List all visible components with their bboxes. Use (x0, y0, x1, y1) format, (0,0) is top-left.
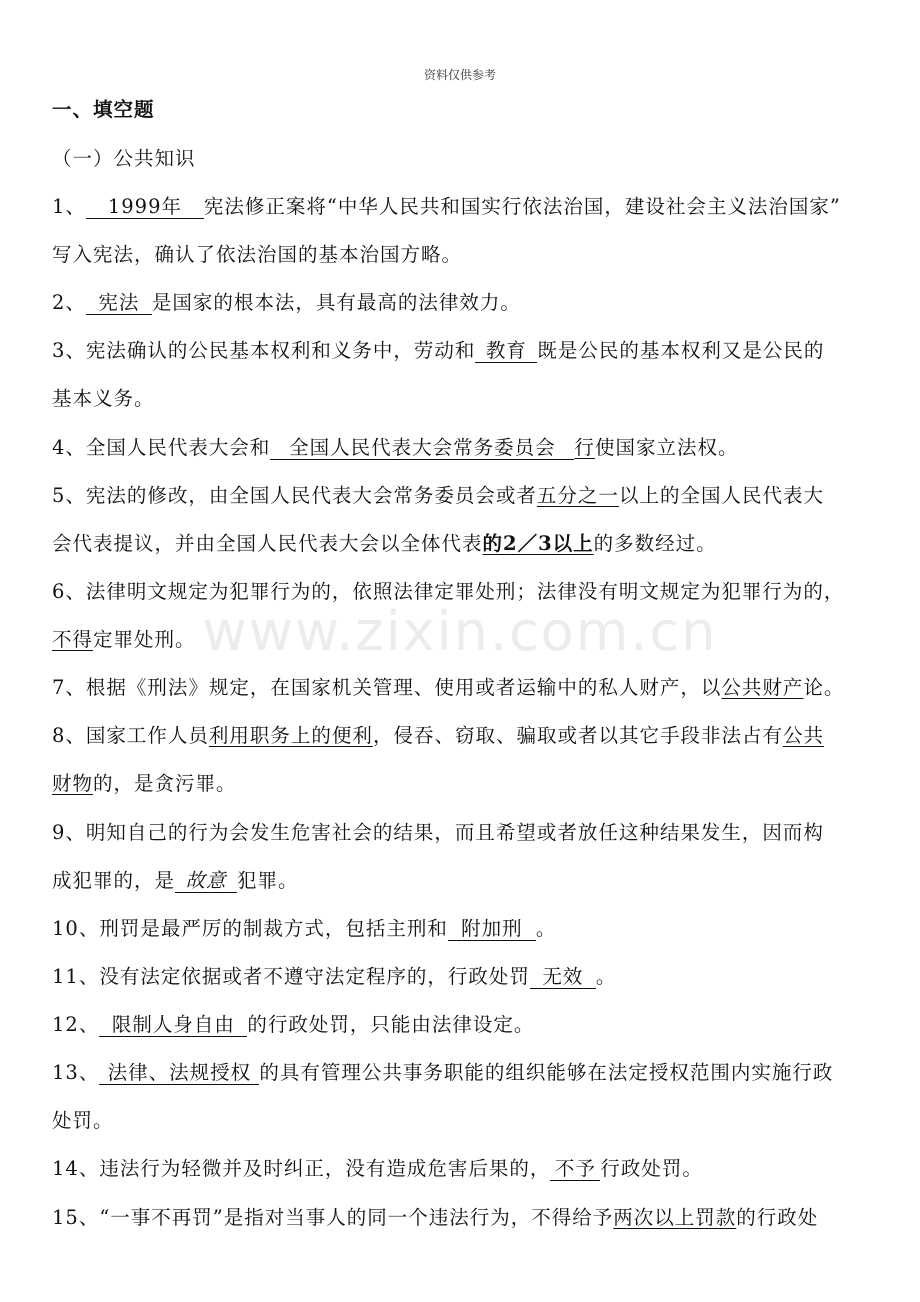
question-text: 的行政处罚，只能由法律设定。 (247, 1013, 535, 1036)
question-text: 10、刑罚是最严厉的制裁方式，包括主刑和 (52, 917, 448, 940)
question-text: 5、宪法的修改，由全国人民代表大会常务委员会或者 (52, 484, 537, 507)
answer-blank: 五分之一 (536, 484, 619, 507)
answer-blank: 全国人民代表大会常务委员会 (270, 437, 574, 460)
answer-blank: 不予 (550, 1158, 600, 1181)
question-number: 2、 (52, 291, 86, 314)
question-text: 的具有管理公共事务职能的组织能够在法定授权范围内实施行政 (259, 1061, 834, 1084)
header-note: 资料仅供参考 (423, 68, 496, 82)
question-8-line-2 (52, 772, 872, 796)
question-4 (52, 436, 872, 460)
question-text: 。 (595, 965, 617, 988)
question-text: 既是公民的基本权利又是公民的 (537, 339, 825, 362)
watermark: www.zixin.com.cn (202, 600, 718, 663)
question-text: 犯罪。 (237, 869, 299, 892)
question-9-line-2 (52, 869, 872, 893)
question-1-line-1 (52, 195, 872, 219)
subsection-title: （一）公共知识 (52, 147, 196, 170)
answer-blank: 公共财产 (721, 676, 804, 699)
question-text: 行 (574, 436, 595, 459)
answer-blank: 1999年 (86, 196, 204, 219)
question-text: 。 (535, 917, 557, 940)
question-1-line-2: 写入宪法，确认了依法治国的基本治国方略。 (52, 243, 463, 266)
question-text: 11、没有法定依据或者不遵守法定程序的，行政处罚 (52, 965, 530, 988)
question-text: 会代表提议，并由全国人民代表大会以全体代表 (52, 532, 483, 555)
answer-blank: 法律、法规授权 (99, 1062, 259, 1085)
question-number: 13、 (52, 1061, 100, 1084)
question-text: 14、违法行为轻微并及时纠正，没有造成危害后果的， (52, 1157, 551, 1180)
question-14 (52, 1157, 872, 1181)
question-text: 宪法修正案将“中华人民共和国实行依法治国，建设社会主义法治国家” (203, 195, 841, 218)
question-7 (52, 676, 872, 700)
question-text: 的，是贪污罪。 (93, 772, 237, 795)
question-text: 以上的全国人民代表大 (618, 484, 824, 507)
question-text: 7、根据《刑法》规定，在国家机关管理、使用或者运输中的私人财产，以 (52, 676, 722, 699)
answer-blank: 无效 (530, 966, 596, 989)
question-15-line-1 (52, 1206, 872, 1230)
question-text: ，侵吞、窃取、骗取或者以其它手段非法占有 (372, 724, 783, 747)
answer-blank: 不得 (52, 628, 94, 651)
question-number: 12、 (52, 1013, 100, 1036)
question-text: 的行政处 (736, 1206, 819, 1229)
question-text: 4、全国人民代表大会和 (52, 436, 271, 459)
answer-blank: 限制人身自由 (99, 1014, 247, 1037)
answer-blank: 公共 (782, 724, 824, 747)
answer-blank: 故意 (175, 870, 237, 893)
question-3-line-1 (52, 339, 872, 363)
question-text: 行政处罚。 (600, 1157, 703, 1180)
question-text: 是国家的根本法，具有最高的法律效力。 (151, 291, 521, 314)
question-text: 的多数经过。 (593, 532, 717, 555)
question-text: 15、“一事不再罚”是指对当事人的同一个违法行为，不得给予 (52, 1206, 614, 1229)
question-8-line-1 (52, 724, 872, 748)
answer-blank: 财物 (52, 772, 94, 795)
question-12 (52, 1013, 872, 1037)
question-number: 1、 (52, 195, 86, 218)
question-13-line-1 (52, 1061, 872, 1085)
answer-blank: 附加刑 (448, 918, 536, 941)
question-text: 使国家立法权。 (594, 436, 739, 459)
question-11 (52, 965, 872, 989)
question-9-line-1: 9、明知自己的行为会发生危害社会的结果，而且希望或者放任这种结果发生，因而构 (52, 821, 824, 844)
question-2 (52, 291, 872, 315)
question-text: 成犯罪的，是 (52, 869, 176, 892)
question-text: 8、国家工作人员 (52, 724, 209, 747)
question-text: 3、宪法确认的公民基本权利和义务中，劳动和 (52, 339, 476, 362)
answer-blank: 两次以上罚款 (613, 1206, 737, 1229)
answer-blank: 教育 (475, 340, 537, 363)
question-5-line-2 (52, 532, 872, 556)
question-3-line-2: 基本义务。 (52, 387, 155, 410)
question-6-line-1: 6、法律明文规定为犯罪行为的，依照法律定罪处刑；法律没有明文规定为犯罪行为的， (52, 580, 845, 603)
question-text: 定罪处刑。 (93, 628, 196, 651)
answer-blank: 宪法 (86, 292, 152, 315)
question-13-line-2: 处罚。 (52, 1109, 114, 1132)
section-title: 一、填空题 (52, 98, 155, 121)
answer-blank: 利用职务上的便利 (208, 724, 373, 747)
answer-blank: 的2／3以上 (482, 532, 594, 555)
question-text: 论。 (803, 676, 845, 699)
question-5-line-1 (52, 484, 872, 508)
question-6-line-2 (52, 628, 872, 652)
question-10 (52, 917, 872, 941)
